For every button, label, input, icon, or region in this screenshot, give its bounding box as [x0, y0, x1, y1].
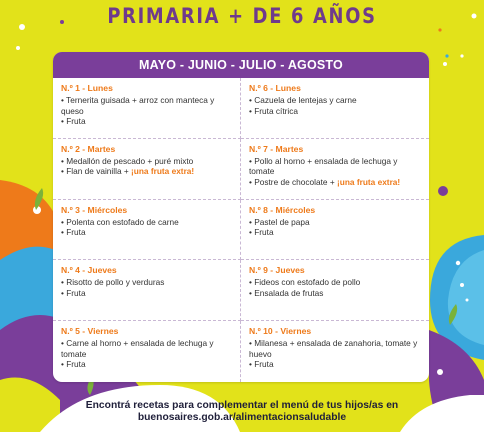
- menu-cell-4: [53, 260, 241, 321]
- menu-item: • Pastel de papa: [249, 216, 310, 227]
- menu-cell-1: [53, 78, 241, 139]
- menu-card: [53, 52, 429, 382]
- footer-note: [0, 400, 484, 424]
- menu-item: • Risotto de pollo y verduras: [61, 277, 165, 288]
- menu-cell-10: [241, 321, 429, 382]
- menu-item: • Fruta: [61, 287, 86, 298]
- day-label: N.º 1 - Lunes: [61, 83, 113, 93]
- menu-item: • Fideos con estofado de pollo: [249, 277, 361, 288]
- menu-item: • Fruta: [61, 116, 86, 126]
- menu-cell-2: [53, 139, 241, 200]
- menu-item: [249, 177, 423, 188]
- day-label: N.º 10 - Viernes: [249, 326, 312, 337]
- extra-fruit-highlight: ¡una fruta extra!: [337, 176, 401, 187]
- menu-cell-3: [53, 200, 241, 261]
- menu-item: • Polenta con estofado de carne: [61, 216, 179, 227]
- menu-item: • Fruta: [249, 359, 274, 370]
- day-label: N.º 5 - Viernes: [61, 326, 119, 337]
- menu-item: • Carne al horno + ensalada de lechuga y tomate: [61, 338, 214, 359]
- menu-cell-5: [53, 321, 241, 382]
- footer-link[interactable]: buenosaires.gob.ar/alimentacionsaludable: [137, 412, 347, 423]
- menu-cell-6: [241, 78, 429, 139]
- item-text: • Postre de chocolate +: [249, 176, 338, 187]
- menu-item: • Milanesa + ensalada de zanahoria, tomate y huevo: [249, 338, 418, 359]
- day-label: N.º 3 - Miércoles: [61, 204, 128, 215]
- day-label: N.º 6 - Lunes: [249, 83, 301, 93]
- day-label: N.º 9 - Jueves: [249, 265, 305, 276]
- menu-item: • Cazuela de lentejas y carne: [249, 95, 357, 105]
- menu-grid: [53, 78, 429, 382]
- menu-item: • Fruta: [249, 227, 274, 238]
- item-text: • Flan de vainilla +: [61, 166, 132, 177]
- menu-cell-9: [241, 260, 429, 321]
- menu-item: • Ensalada de frutas: [249, 287, 324, 298]
- menu-item: • Pollo al horno + ensalada de lechuga y tomate: [249, 155, 398, 177]
- extra-fruit-highlight: ¡una fruta extra!: [131, 166, 195, 177]
- menu-item: • Fruta: [61, 359, 86, 370]
- day-label: N.º 8 - Miércoles: [249, 204, 316, 215]
- menu-item: • Ternerita guisada + arroz con manteca y queso: [61, 95, 215, 116]
- footer-line: Encontrá recetas para complementar el menú de tus hijos/as en: [85, 400, 399, 411]
- menu-item: • Fruta: [61, 227, 86, 238]
- menu-cell-7: [241, 139, 429, 200]
- menu-item: [61, 166, 234, 177]
- menu-item: • Medallón de pescado + puré mixto: [61, 155, 194, 166]
- day-label: N.º 7 - Martes: [249, 143, 304, 154]
- day-label: N.º 2 - Martes: [61, 143, 116, 154]
- day-label: N.º 4 - Jueves: [61, 265, 117, 276]
- menu-cell-8: [241, 200, 429, 261]
- menu-item: • Fruta cítrica: [249, 105, 299, 116]
- months-header: MAYO - JUNIO - JULIO - AGOSTO: [53, 52, 429, 78]
- page-title: PRIMARIA + DE 6 AÑOS: [107, 4, 377, 28]
